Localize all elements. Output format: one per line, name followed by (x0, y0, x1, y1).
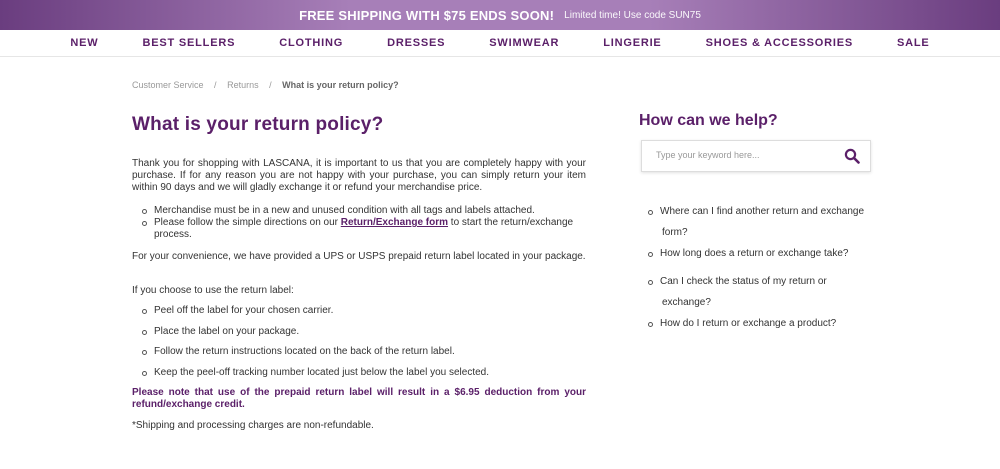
help-search-input[interactable] (654, 149, 838, 161)
faq-item-text: Can I check the status of my return or (660, 276, 827, 287)
main-nav (0, 30, 1000, 57)
label-instructions-heading: If you choose to use the return label: (132, 285, 294, 296)
list-item: Peel off the label for your chosen carrier. (154, 305, 489, 317)
breadcrumb-separator: / (269, 80, 272, 90)
list-item-text: Please follow the simple directions on our (154, 217, 341, 228)
help-search-box (641, 140, 871, 172)
help-sidebar (639, 112, 879, 329)
shipping-note: *Shipping and processing charges are non-refundable. (132, 420, 374, 431)
faq-list (639, 202, 879, 335)
list-item: Follow the return instructions located on the back of the return label. (154, 346, 489, 358)
faq-item-text: Where can I find another return and exchange (660, 206, 865, 217)
sidebar-title: How can we help? (639, 112, 778, 129)
promo-banner[interactable] (0, 0, 1000, 30)
list-item (154, 217, 586, 241)
list-item: Merchandise must be in a new and unused condition with all tags and labels attached. (154, 205, 586, 217)
breadcrumb (132, 80, 399, 90)
list-item: Place the label on your package. (154, 326, 489, 338)
nav-clothing[interactable]: CLOTHING (279, 37, 344, 49)
page-title: What is your return policy? (132, 114, 384, 135)
faq-item[interactable] (660, 314, 879, 334)
faq-item-text: form? (662, 226, 688, 238)
nav-shoes-accessories[interactable]: SHOES & ACCESSORIES (705, 37, 854, 49)
convenience-paragraph: For your convenience, we have provided a UPS or USPS prepaid return label located in your package. (132, 251, 586, 262)
search-icon[interactable] (844, 148, 860, 169)
intro-paragraph: Thank you for shopping with LASCANA, it is important to us that you are completely happy with your purchase. If for any reason you are not happy with your purchase, you can simply return your item within 90 days and we will gladly exchange it or refund your merchandise price. (132, 158, 586, 193)
faq-item-text: exchange? (662, 296, 711, 308)
nav-lingerie[interactable]: LINGERIE (603, 37, 662, 49)
breadcrumb-customer-service[interactable]: Customer Service (132, 80, 204, 90)
nav-new[interactable]: NEW (70, 37, 99, 49)
faq-item-text: How do I return or exchange a product? (660, 318, 837, 329)
promo-sub-text: Limited time! Use code SUN75 (564, 9, 701, 21)
nav-best-sellers[interactable]: BEST SELLERS (142, 37, 236, 49)
breadcrumb-separator: / (214, 80, 217, 90)
breadcrumb-returns[interactable]: Returns (227, 80, 259, 90)
label-steps-list (132, 305, 489, 387)
list-item: Keep the peel-off tracking number located just below the label you selected. (154, 366, 490, 378)
article (132, 114, 586, 431)
return-exchange-form-link[interactable]: Return/Exchange form (340, 217, 449, 228)
condition-list (132, 205, 586, 241)
breadcrumb-current: What is your return policy? (282, 80, 399, 90)
promo-main-text: FREE SHIPPING WITH $75 ENDS SOON! (299, 7, 555, 23)
deduction-note: Please note that use of the prepaid return label will result in a $6.95 deduction from your refund/exchange credit. (132, 387, 586, 410)
nav-sale[interactable]: SALE (897, 37, 930, 49)
list-item-text: to start the return/exchange process. (154, 217, 574, 240)
faq-item[interactable] (660, 244, 879, 264)
faq-item[interactable] (660, 272, 879, 313)
nav-swimwear[interactable]: SWIMWEAR (489, 37, 560, 49)
faq-item[interactable] (660, 202, 879, 243)
nav-dresses[interactable]: DRESSES (387, 37, 446, 49)
faq-item-text: How long does a return or exchange take? (660, 248, 849, 259)
